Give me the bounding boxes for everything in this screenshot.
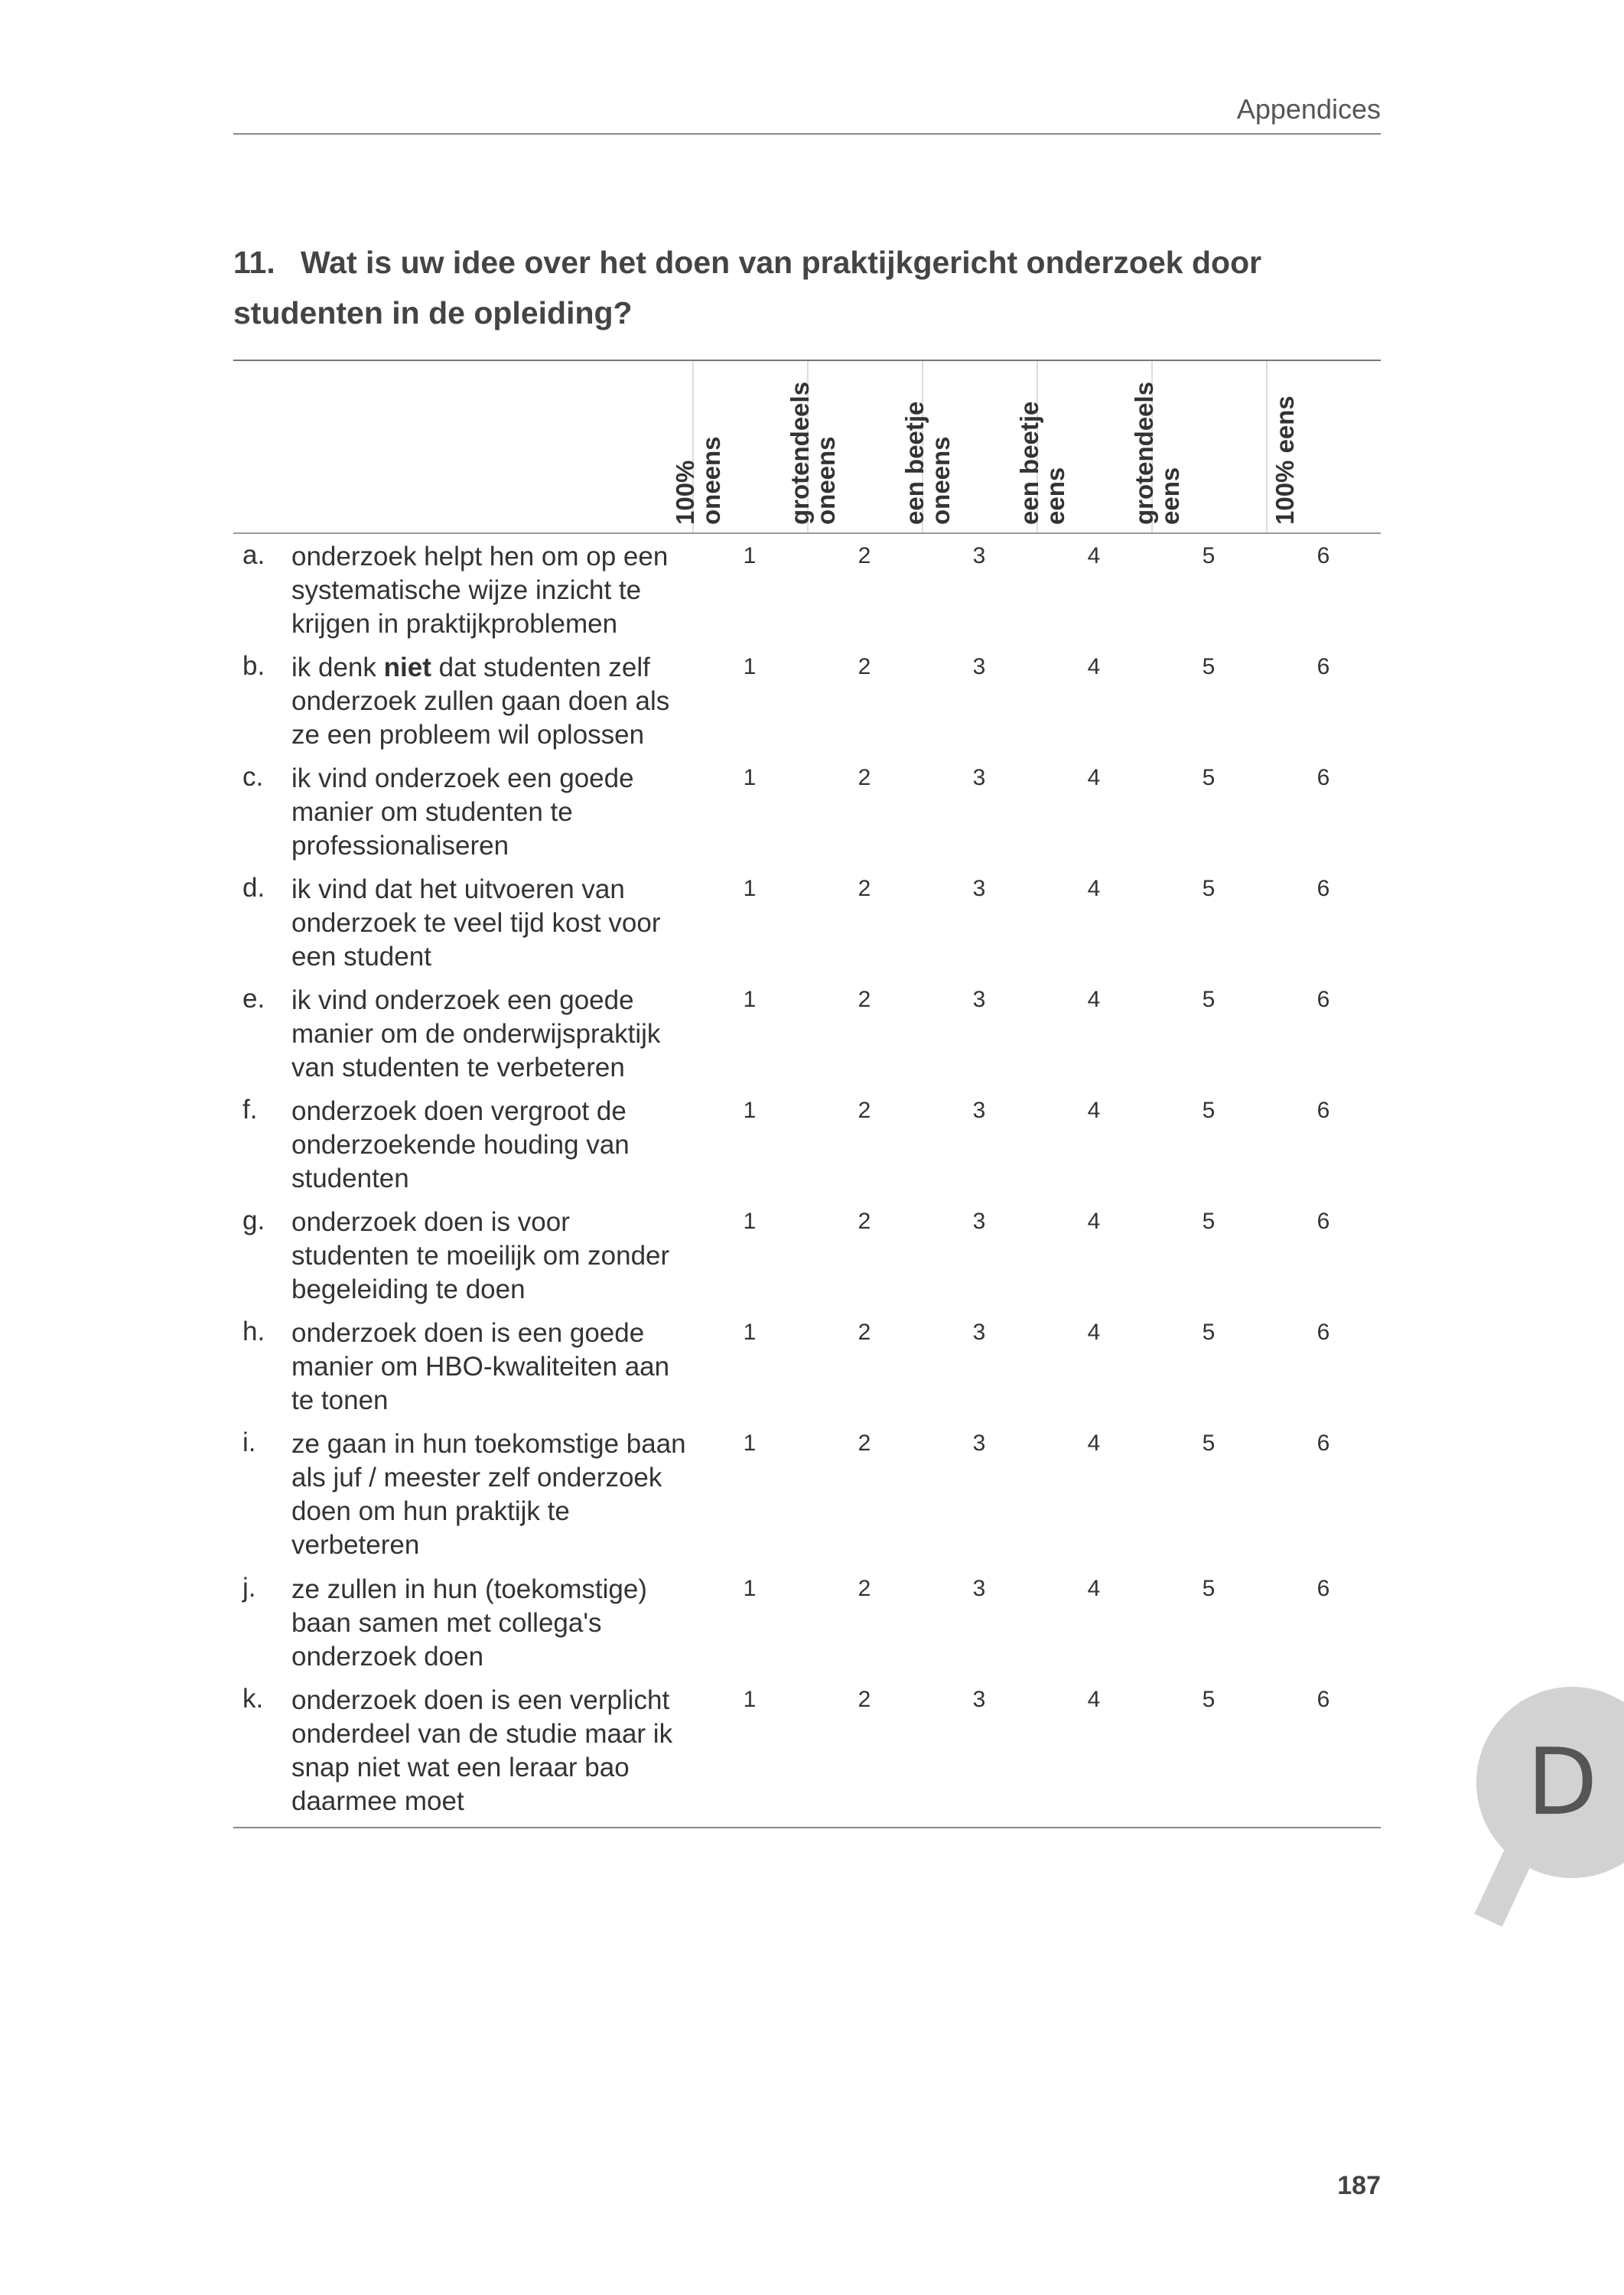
table-row (233, 868, 1381, 979)
scale-value: 3 (972, 1209, 986, 1234)
scale-value: 2 (858, 654, 871, 679)
table-row (233, 757, 1381, 868)
table-row (233, 1423, 1381, 1568)
likert-table (233, 536, 1381, 1825)
scale-value: 2 (858, 1320, 871, 1345)
scale-value: 5 (1202, 1431, 1216, 1456)
item-statement: ik vind dat het uitvoeren van onderzoek te veel tijd kost voor een student (291, 874, 661, 972)
question-text: Wat is uw idee over het doen van praktijkgericht onderzoek door studenten in de opleiding? (233, 245, 1262, 330)
scale-header-line1: 100% eens (1271, 396, 1299, 525)
scale-value: 5 (1202, 654, 1216, 679)
scale-value: 4 (1087, 987, 1101, 1012)
scale-value: 3 (972, 1576, 986, 1601)
scale-value: 6 (1316, 543, 1330, 568)
scale-value: 4 (1087, 1431, 1101, 1456)
scale-value: 1 (743, 1098, 757, 1123)
scale-value: 5 (1202, 765, 1216, 790)
scale-value: 4 (1087, 1576, 1101, 1601)
scale-value: 2 (858, 876, 871, 901)
scale-value: 3 (972, 765, 986, 790)
scale-value: 3 (972, 1320, 986, 1345)
item-text-after: dat studenten zelf onderzoek zullen gaan doen als ze een probleem wil oplossen (291, 653, 670, 750)
scale-value: 2 (858, 1687, 871, 1712)
scale-value: 1 (743, 876, 757, 901)
scale-header-line1: een beetje (1015, 401, 1043, 525)
scale-value: 2 (858, 1431, 871, 1456)
item-letter: e. (242, 984, 265, 1014)
table-row (233, 1679, 1381, 1825)
scale-value: 6 (1316, 1320, 1330, 1345)
item-text-emphasis: niet (383, 653, 431, 682)
item-letter: b. (242, 651, 265, 681)
item-statement: onderzoek doen is een verplicht onderdeel van de studie maar ik snap niet wat een leraar bao daarmee moet (291, 1685, 673, 1816)
scale-value: 2 (858, 1576, 871, 1601)
scale-value: 4 (1087, 654, 1101, 679)
item-statement: onderzoek helpt hen om op een systematische wijze inzicht te krijgen in praktijkproblemen (291, 542, 669, 639)
table-bottom-rule (233, 1827, 1381, 1828)
scale-value: 5 (1202, 543, 1216, 568)
scale-value: 3 (972, 876, 986, 901)
scale-value: 2 (858, 1209, 871, 1234)
table-row (233, 1201, 1381, 1312)
scale-value: 2 (858, 543, 871, 568)
scale-value: 2 (858, 1098, 871, 1123)
scale-value: 5 (1202, 1576, 1216, 1601)
scale-value: 1 (743, 987, 757, 1012)
scale-value: 5 (1202, 1209, 1216, 1234)
scale-header-line2: oneens (697, 436, 725, 525)
item-statement: ze gaan in hun toekomstige baan als juf / meester zelf onderzoek doen om hun praktijk te verbeteren (291, 1429, 686, 1560)
scale-value: 4 (1087, 543, 1101, 568)
scale-value: 1 (743, 1209, 757, 1234)
question-number: 11. (233, 245, 275, 280)
item-letter: d. (242, 873, 265, 903)
scale-header-line2: eens (1156, 467, 1184, 525)
scale-header-line2: oneens (926, 436, 955, 525)
scale-value: 6 (1316, 987, 1330, 1012)
item-statement: ik vind onderzoek een goede manier om studenten te professionaliseren (291, 763, 634, 861)
scale-value: 5 (1202, 1320, 1216, 1345)
scale-header-line1: 100% (671, 460, 699, 525)
scale-value: 4 (1087, 876, 1101, 901)
scale-header (1130, 361, 1268, 532)
page-number: 187 (1337, 2171, 1381, 2200)
scale-value: 1 (743, 1431, 757, 1456)
scale-value: 5 (1202, 987, 1216, 1012)
scale-value: 6 (1316, 1209, 1330, 1234)
item-letter: j. (242, 1573, 256, 1603)
scale-value: 1 (743, 1687, 757, 1712)
item-statement: ik vind onderzoek een goede manier om de onderwijspraktijk van studenten te verbeteren (291, 985, 661, 1082)
scale-header-row (233, 361, 1381, 534)
scale-value: 3 (972, 543, 986, 568)
scale-value: 1 (743, 1320, 757, 1345)
item-letter: c. (242, 762, 264, 792)
scale-value: 3 (972, 1098, 986, 1123)
tab-marker-stem (1474, 1841, 1536, 1927)
table-row (233, 646, 1381, 757)
item-letter: a. (242, 540, 265, 570)
scale-value: 1 (743, 765, 757, 790)
scale-header-line1: grotendeels (786, 381, 814, 525)
scale-value: 6 (1316, 1098, 1330, 1123)
scale-value: 3 (972, 654, 986, 679)
scale-value: 3 (972, 1431, 986, 1456)
scale-value: 6 (1316, 654, 1330, 679)
appendix-tab-marker (1469, 1679, 1624, 1939)
scale-value: 4 (1087, 1320, 1101, 1345)
item-letter: f. (242, 1095, 258, 1125)
scale-value: 6 (1316, 765, 1330, 790)
scale-value: 4 (1087, 1098, 1101, 1123)
item-statement: onderzoek doen vergroot de onderzoekende houding van studenten (291, 1096, 630, 1193)
item-statement: ze zullen in hun (toekomstige) baan samen met collega's onderzoek doen (291, 1574, 647, 1672)
scale-value: 6 (1316, 876, 1330, 901)
scale-header (1266, 361, 1382, 532)
scale-header-line2: eens (1041, 467, 1069, 525)
scale-value: 4 (1087, 1209, 1101, 1234)
item-letter: k. (242, 1684, 264, 1714)
scale-value: 5 (1202, 1098, 1216, 1123)
scale-value: 6 (1316, 1687, 1330, 1712)
scale-value: 1 (743, 654, 757, 679)
scale-header-line1: grotendeels (1130, 381, 1158, 525)
table-row (233, 1312, 1381, 1423)
item-letter: g. (242, 1206, 265, 1235)
item-statement: onderzoek doen is een goede manier om HBO-kwaliteiten aan te tonen (291, 1318, 670, 1415)
scale-value: 5 (1202, 876, 1216, 901)
scale-value: 6 (1316, 1431, 1330, 1456)
scale-value: 1 (743, 1576, 757, 1601)
table-row (233, 979, 1381, 1090)
table-row (233, 536, 1381, 646)
table-row (233, 1568, 1381, 1679)
question-heading (233, 237, 1388, 338)
scale-header-line1: een beetje (900, 401, 929, 525)
header-rule (233, 133, 1381, 135)
scale-value: 4 (1087, 765, 1101, 790)
running-header: Appendices (1236, 93, 1381, 125)
scale-value: 1 (743, 543, 757, 568)
scale-value: 6 (1316, 1576, 1330, 1601)
scale-value: 2 (858, 987, 871, 1012)
item-letter: i. (242, 1427, 256, 1457)
scale-value: 3 (972, 1687, 986, 1712)
item-statement (291, 651, 689, 752)
table-row (233, 1090, 1381, 1201)
scale-header-line2: oneens (812, 436, 840, 525)
item-text-before: ik denk (291, 653, 384, 682)
scale-value: 5 (1202, 1687, 1216, 1712)
tab-marker-letter: D (1527, 1730, 1598, 1836)
item-letter: h. (242, 1317, 265, 1346)
scale-value: 2 (858, 765, 871, 790)
item-statement: onderzoek doen is voor studenten te moeilijk om zonder begeleiding te doen (291, 1207, 670, 1304)
scale-value: 4 (1087, 1687, 1101, 1712)
scale-value: 3 (972, 987, 986, 1012)
